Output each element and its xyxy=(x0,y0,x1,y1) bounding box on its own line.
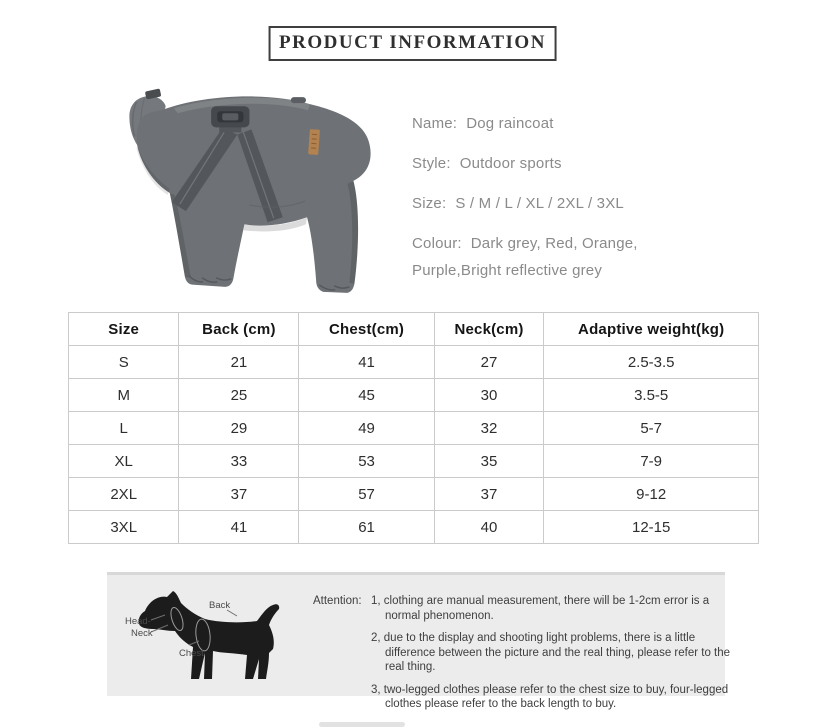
size-table xyxy=(68,312,759,544)
table-cell: 9-12 xyxy=(544,478,759,511)
table-row xyxy=(69,346,759,379)
home-indicator-bar xyxy=(319,722,405,727)
table-cell: 37 xyxy=(434,478,544,511)
table-cell: L xyxy=(69,412,179,445)
table-cell: 37 xyxy=(179,478,299,511)
table-cell: 33 xyxy=(179,445,299,478)
detail-label: Style: xyxy=(412,155,451,172)
col-header-back: Back (cm) xyxy=(179,313,299,346)
diagram-label-back: Back xyxy=(209,600,231,611)
table-cell: 32 xyxy=(434,412,544,445)
brand-tag xyxy=(308,129,320,155)
table-cell: S xyxy=(69,346,179,379)
table-cell: 49 xyxy=(299,412,434,445)
table-row xyxy=(69,412,759,445)
col-header-size: Size xyxy=(69,313,179,346)
table-row xyxy=(69,478,759,511)
attention-items xyxy=(371,594,745,720)
detail-value: S / M / L / XL / 2XL / 3XL xyxy=(455,195,624,212)
table-cell: 57 xyxy=(299,478,434,511)
table-cell: 12-15 xyxy=(544,511,759,544)
attention-panel xyxy=(107,572,731,710)
detail-row-colour xyxy=(412,230,664,284)
table-row xyxy=(69,379,759,412)
product-photo-dog-raincoat xyxy=(103,84,401,306)
attention-label: Attention: xyxy=(313,595,362,607)
table-cell: 40 xyxy=(434,511,544,544)
col-header-weight: Adaptive weight(kg) xyxy=(544,313,759,346)
attention-item: 2, due to the display and shooting light problems, there is a little difference between the picture and the real thing, please refer to the real thing. xyxy=(371,632,731,673)
table-cell: 3XL xyxy=(69,511,179,544)
table-cell: 27 xyxy=(434,346,544,379)
attention-item: 3, two-legged clothes please refer to the chest size to buy, four-legged clothes please refer to the back length to buy. xyxy=(371,683,729,710)
diagram-label-head: Head- xyxy=(125,616,151,627)
product-details xyxy=(412,110,664,297)
table-cell: 41 xyxy=(179,511,299,544)
table-cell: 7-9 xyxy=(544,445,759,478)
attention-text-block xyxy=(313,575,745,710)
detail-label: Name: xyxy=(412,115,458,132)
table-cell: 3.5-5 xyxy=(544,379,759,412)
table-cell: 25 xyxy=(179,379,299,412)
detail-row-style xyxy=(412,150,664,177)
table-header-row xyxy=(69,313,759,346)
page-title: PRODUCT INFORMATION xyxy=(279,32,546,53)
detail-label: Size: xyxy=(412,195,447,212)
table-cell: 2XL xyxy=(69,478,179,511)
dog-measurement-diagram xyxy=(107,575,313,696)
detail-label: Colour: xyxy=(412,235,462,252)
back-loop xyxy=(291,97,306,103)
col-header-chest: Chest(cm) xyxy=(299,313,434,346)
table-cell: 2.5-3.5 xyxy=(544,346,759,379)
detail-value: Dog raincoat xyxy=(466,115,554,132)
table-cell: 45 xyxy=(299,379,434,412)
table-cell: 53 xyxy=(299,445,434,478)
table-cell: 35 xyxy=(434,445,544,478)
size-table-wrapper xyxy=(68,312,759,544)
header-box xyxy=(268,26,557,61)
attention-item: 1, clothing are manual measurement, there will be 1-2cm error is a normal phenomenon. xyxy=(371,595,710,622)
detail-value: Outdoor sports xyxy=(459,155,562,172)
col-header-neck: Neck(cm) xyxy=(434,313,544,346)
table-row xyxy=(69,511,759,544)
table-cell: 61 xyxy=(299,511,434,544)
table-cell: 29 xyxy=(179,412,299,445)
table-cell: 21 xyxy=(179,346,299,379)
table-cell: 30 xyxy=(434,379,544,412)
detail-row-size xyxy=(412,190,664,217)
table-cell: 41 xyxy=(299,346,434,379)
detail-row-name xyxy=(412,110,664,137)
table-cell: XL xyxy=(69,445,179,478)
diagram-label-neck: Neck xyxy=(131,628,153,639)
dog-silhouette-measurement-icon xyxy=(123,583,311,689)
detail-value: Dark grey, Red, Orange, Purple,Bright reflective grey xyxy=(412,235,638,279)
table-row xyxy=(69,445,759,478)
collar-clip xyxy=(145,88,161,99)
diagram-label-chest: Chest xyxy=(179,648,204,659)
table-cell: 5-7 xyxy=(544,412,759,445)
table-cell: M xyxy=(69,379,179,412)
